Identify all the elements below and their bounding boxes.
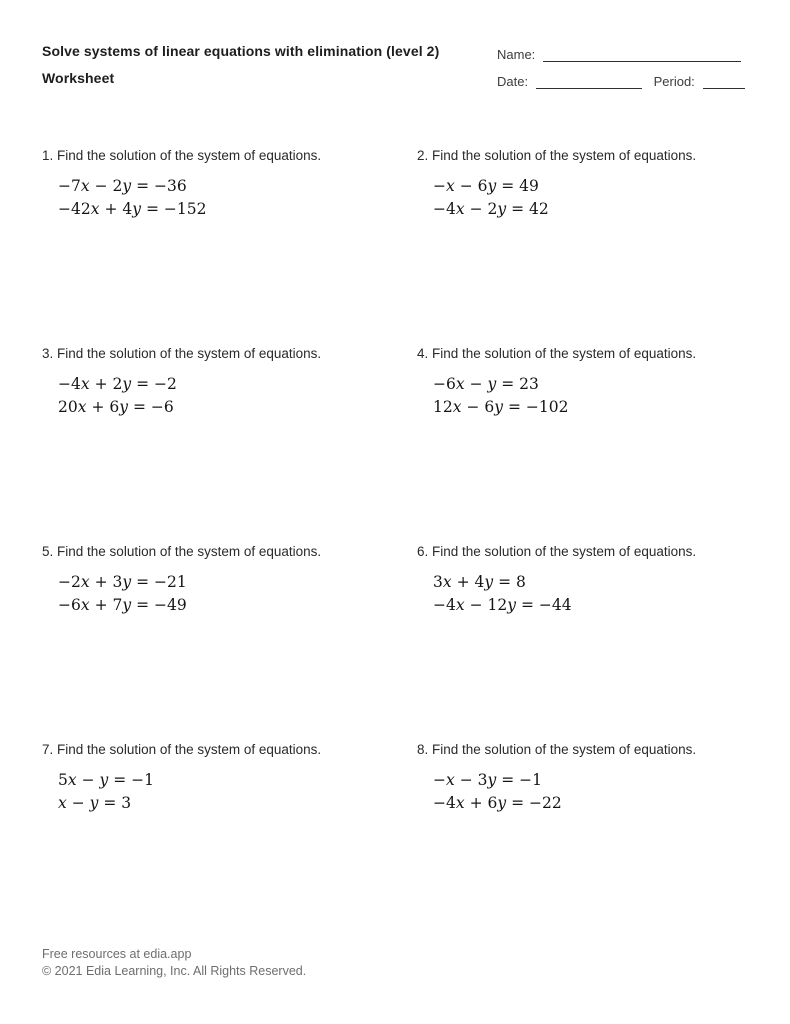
date-label: Date: — [497, 74, 529, 89]
problems-grid — [42, 146, 748, 938]
problem-text: Find the solution of the system of equations. — [57, 544, 322, 559]
equation-1: −x − 3y = −1 — [433, 771, 543, 789]
student-fields — [497, 44, 745, 89]
problem-text: Find the solution of the system of equations. — [57, 148, 322, 163]
problem-prompt — [42, 740, 417, 760]
problem-prompt — [42, 542, 417, 562]
equation-2: 20x + 6y = −6 — [58, 398, 174, 416]
problem-number: 7. — [42, 742, 54, 757]
name-field-row — [497, 44, 745, 62]
problem-6 — [417, 542, 748, 740]
problem-prompt — [417, 740, 748, 760]
equation-system — [58, 769, 417, 815]
equation-2: −4x − 2y = 42 — [433, 200, 549, 218]
problem-number: 2. — [417, 148, 429, 163]
problem-1 — [42, 146, 417, 344]
problem-prompt — [42, 344, 417, 364]
equation-1: −4x + 2y = −2 — [58, 375, 177, 393]
equation-1: −6x − y = 23 — [433, 375, 539, 393]
problem-2 — [417, 146, 748, 344]
equation-1: 5x − y = −1 — [58, 771, 155, 789]
equation-2: −6x + 7y = −49 — [58, 596, 187, 614]
equation-2: −42x + 4y = −152 — [58, 200, 207, 218]
equation-system — [433, 571, 748, 617]
date-blank-line — [536, 76, 642, 89]
equation-2: −4x + 6y = −22 — [433, 794, 562, 812]
problem-text: Find the solution of the system of equations. — [432, 742, 697, 757]
equation-system — [58, 373, 417, 419]
footer-copyright-line: © 2021 Edia Learning, Inc. All Rights Reserved. — [42, 964, 307, 978]
problem-text: Find the solution of the system of equations. — [432, 544, 697, 559]
date-period-field-row — [497, 71, 745, 89]
problem-number: 1. — [42, 148, 54, 163]
problem-5 — [42, 542, 417, 740]
worksheet-title — [42, 38, 472, 92]
problem-number: 6. — [417, 544, 429, 559]
period-label: Period: — [653, 74, 695, 89]
equation-system — [433, 175, 748, 221]
problem-prompt — [417, 146, 748, 166]
problem-text: Find the solution of the system of equations. — [432, 148, 697, 163]
equation-system — [58, 175, 417, 221]
problem-4 — [417, 344, 748, 542]
title-line-1: Solve systems of linear equations with elimination (level 2) — [42, 43, 440, 59]
problem-prompt — [42, 146, 417, 166]
problem-number: 4. — [417, 346, 429, 361]
title-line-2: Worksheet — [42, 70, 115, 86]
footer — [42, 946, 306, 980]
equation-1: 3x + 4y = 8 — [433, 573, 526, 591]
equation-2: −4x − 12y = −44 — [433, 596, 572, 614]
equation-1: −x − 6y = 49 — [433, 177, 539, 195]
name-label: Name: — [497, 47, 536, 62]
equation-1: −2x + 3y = −21 — [58, 573, 187, 591]
problem-number: 3. — [42, 346, 54, 361]
name-blank-line — [543, 49, 741, 62]
problem-text: Find the solution of the system of equations. — [57, 742, 322, 757]
problem-7 — [42, 740, 417, 938]
problem-text: Find the solution of the system of equations. — [57, 346, 322, 361]
equation-2: 12x − 6y = −102 — [433, 398, 569, 416]
problem-number: 5. — [42, 544, 54, 559]
equation-system — [433, 373, 748, 419]
problem-prompt — [417, 344, 748, 364]
equation-system — [58, 571, 417, 617]
footer-resources-line: Free resources at edia.app — [42, 947, 192, 961]
equation-2: x − y = 3 — [58, 794, 132, 812]
problem-8 — [417, 740, 748, 938]
problem-number: 8. — [417, 742, 429, 757]
period-blank-line — [703, 76, 745, 89]
equation-1: −7x − 2y = −36 — [58, 177, 187, 195]
problem-prompt — [417, 542, 748, 562]
equation-system — [433, 769, 748, 815]
problem-3 — [42, 344, 417, 542]
problem-text: Find the solution of the system of equations. — [432, 346, 697, 361]
